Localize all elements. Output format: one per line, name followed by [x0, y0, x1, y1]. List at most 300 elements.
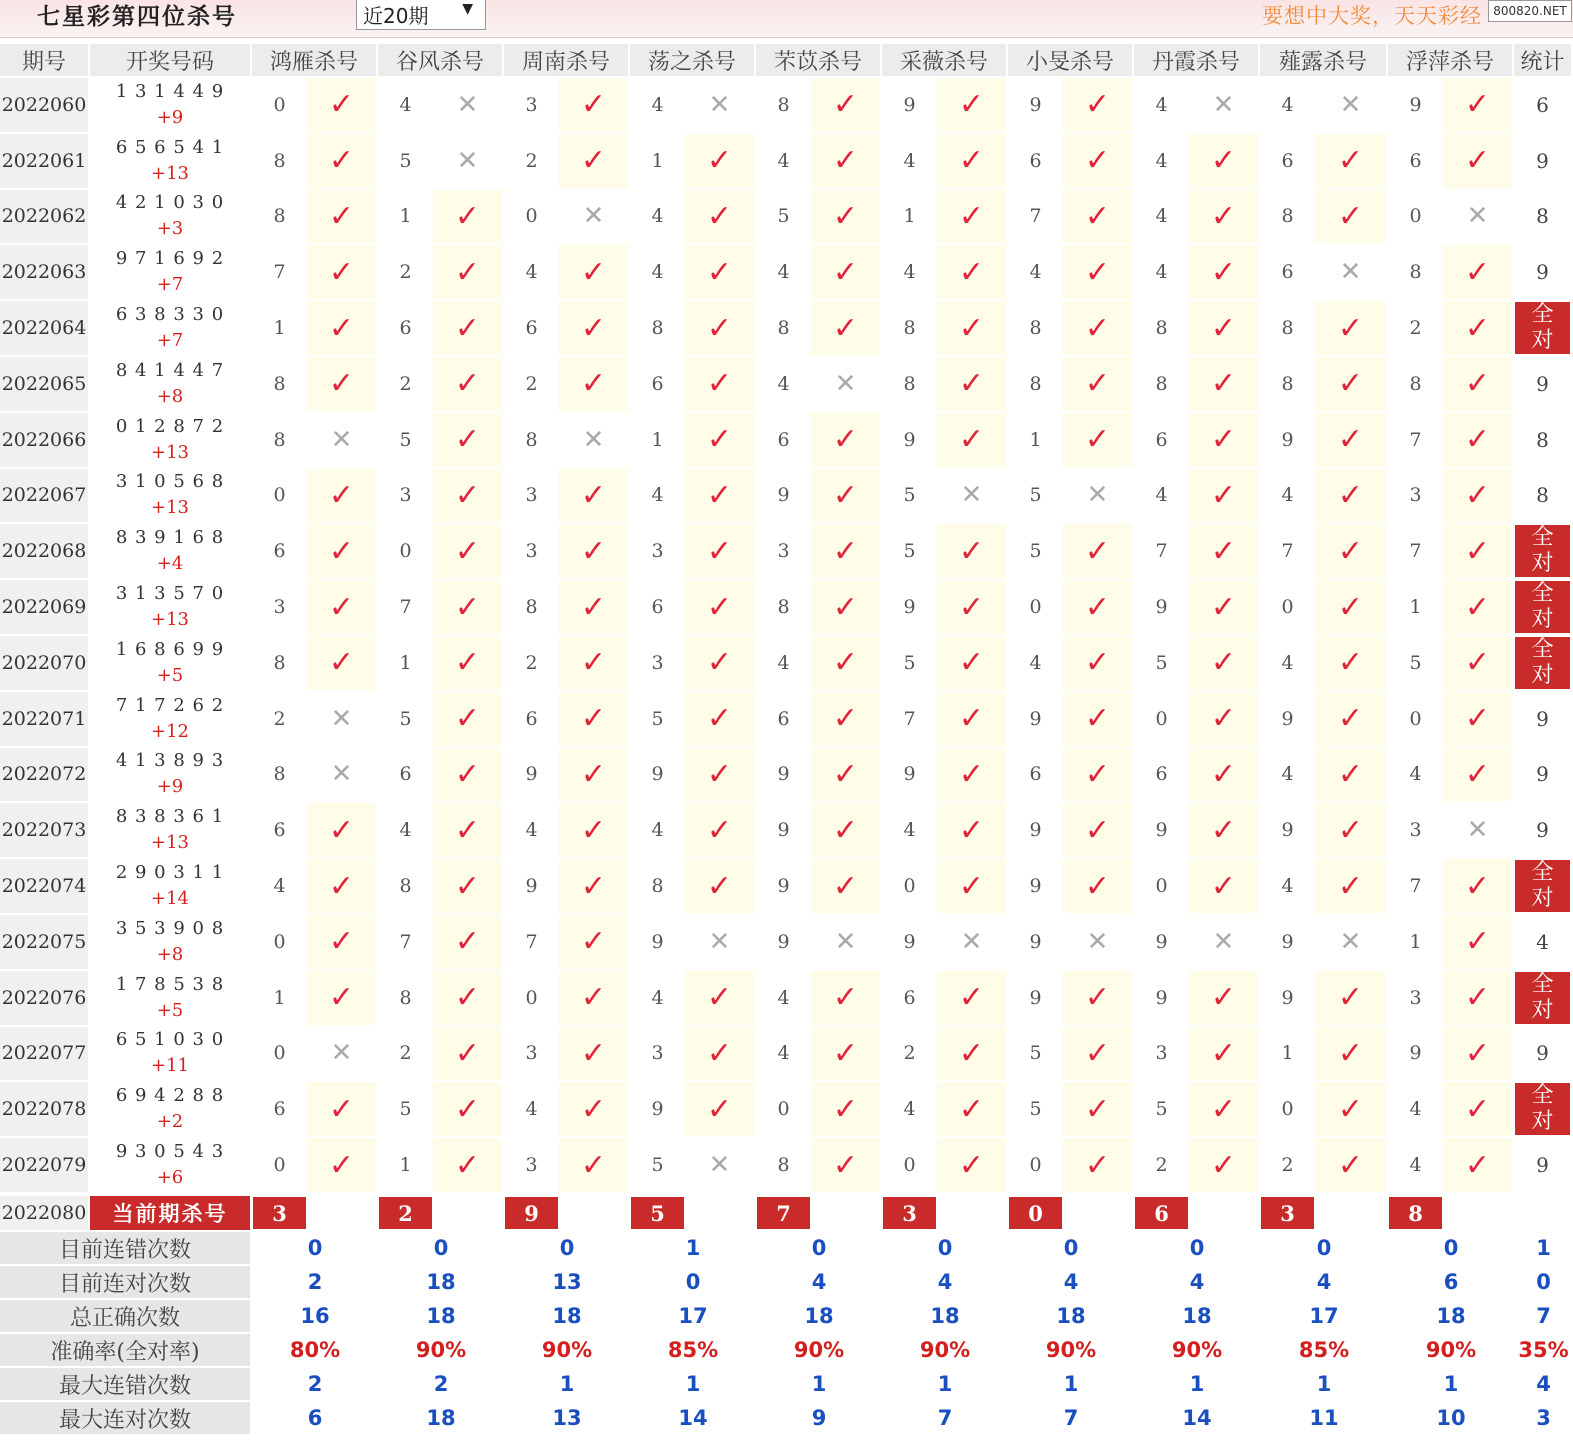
- check-icon: ✓: [433, 245, 502, 299]
- kill-number: 8: [1029, 372, 1042, 395]
- summary-value: 13: [552, 1406, 582, 1430]
- kill-number: 9: [903, 763, 916, 786]
- row-stat: 9: [1536, 371, 1549, 396]
- period-id: 2022064: [0, 301, 88, 355]
- kill-number: 9: [1281, 428, 1294, 451]
- current-kill-label: 当前期杀号: [90, 1196, 250, 1230]
- all-correct-badge: 全 对: [1514, 859, 1571, 913]
- period-id: 2022077: [0, 1027, 88, 1081]
- check-icon: ✓: [811, 803, 880, 857]
- kill-number: 4: [1281, 763, 1294, 786]
- summary-value: 90%: [1045, 1338, 1097, 1362]
- check-icon: ✓: [1443, 636, 1512, 690]
- kill-number: 0: [273, 93, 286, 116]
- kill-number: 2: [903, 1042, 916, 1065]
- summary-value: 1: [1189, 1372, 1205, 1396]
- kill-number: 9: [1029, 819, 1042, 842]
- kill-number: 5: [1409, 651, 1422, 674]
- check-icon: ✓: [685, 524, 754, 578]
- summary-value: 0: [307, 1236, 323, 1260]
- kill-number: 6: [525, 317, 538, 340]
- row-stat: 9: [1536, 762, 1549, 787]
- kill-number: 5: [399, 707, 412, 730]
- kill-number: 4: [525, 261, 538, 284]
- summary-value: 16: [300, 1304, 330, 1328]
- summary-value: 6: [1443, 1270, 1459, 1294]
- draw-digits: 1 7 8 5 3 8: [115, 973, 225, 995]
- kill-number: 8: [273, 149, 286, 172]
- check-icon: ✓: [433, 1082, 502, 1136]
- check-icon: ✓: [1315, 134, 1386, 188]
- kill-number: 8: [777, 1154, 790, 1177]
- summary-value: 2: [307, 1372, 323, 1396]
- summary-value: 18: [426, 1270, 456, 1294]
- check-icon: ✓: [1315, 580, 1386, 634]
- kill-number: 5: [1029, 1098, 1042, 1121]
- kill-number: 3: [273, 596, 286, 619]
- cross-icon: ✕: [1339, 926, 1362, 957]
- check-icon: ✓: [685, 803, 754, 857]
- kill-number: 4: [1029, 651, 1042, 674]
- check-icon: ✓: [1443, 78, 1512, 132]
- kill-number: 8: [1281, 317, 1294, 340]
- check-icon: ✓: [1443, 971, 1512, 1025]
- draw-sum: +8: [156, 943, 184, 965]
- draw-digits: 1 3 1 4 4 9: [115, 80, 225, 102]
- summary-value: 1: [811, 1372, 827, 1396]
- kill-number: 6: [1155, 428, 1168, 451]
- page-title: 七星彩第四位杀号: [37, 3, 237, 30]
- draw-digits: 2 9 0 3 1 1: [115, 862, 225, 884]
- column-header: 荡之杀号: [630, 44, 754, 76]
- check-icon: ✓: [685, 134, 754, 188]
- check-icon: ✓: [1063, 245, 1132, 299]
- current-kill-number: 3: [1260, 1196, 1315, 1230]
- summary-value: 1: [685, 1236, 701, 1260]
- kill-number: 9: [1155, 819, 1168, 842]
- kill-number: 3: [1409, 819, 1422, 842]
- period-id: 2022074: [0, 859, 88, 913]
- kill-number: 0: [903, 875, 916, 898]
- kill-number: 6: [1155, 763, 1168, 786]
- draw-sum: +9: [156, 776, 184, 798]
- cross-icon: ✕: [1212, 926, 1235, 957]
- check-icon: ✓: [685, 413, 754, 467]
- check-icon: ✓: [1443, 469, 1512, 523]
- check-icon: ✓: [1443, 1082, 1512, 1136]
- kill-number: 9: [903, 93, 916, 116]
- kill-number: 2: [399, 261, 412, 284]
- kill-number: 4: [399, 93, 412, 116]
- kill-number: 0: [273, 930, 286, 953]
- kill-number: 5: [1029, 540, 1042, 563]
- summary-value: 0: [937, 1236, 953, 1260]
- draw-numbers: [90, 413, 250, 467]
- kill-number: 4: [651, 484, 664, 507]
- check-icon: ✓: [1063, 357, 1132, 411]
- check-icon: ✓: [811, 190, 880, 244]
- summary-value: 10: [1436, 1406, 1466, 1430]
- column-header: 丹霞杀号: [1134, 44, 1258, 76]
- kill-number: 4: [1155, 484, 1168, 507]
- check-icon: ✓: [1189, 1082, 1258, 1136]
- kill-number: 2: [399, 372, 412, 395]
- summary-value: 14: [678, 1406, 708, 1430]
- summary-value: 7: [1536, 1304, 1551, 1328]
- check-icon: ✓: [811, 580, 880, 634]
- check-icon: ✓: [559, 859, 628, 913]
- check-icon: ✓: [811, 859, 880, 913]
- check-icon: ✓: [1189, 692, 1258, 746]
- cross-icon: ✕: [708, 89, 731, 120]
- check-icon: ✓: [1443, 1138, 1512, 1192]
- check-icon: ✓: [1189, 413, 1258, 467]
- kill-number: 5: [651, 1154, 664, 1177]
- check-icon: ✓: [559, 915, 628, 969]
- summary-value: 4: [1189, 1270, 1205, 1294]
- kill-number: 0: [1155, 875, 1168, 898]
- kill-number: 5: [1029, 484, 1042, 507]
- check-icon: ✓: [1189, 971, 1258, 1025]
- kill-number: 0: [903, 1154, 916, 1177]
- check-icon: ✓: [1189, 580, 1258, 634]
- current-kill-number: 2: [378, 1196, 433, 1230]
- draw-sum: +4: [156, 553, 184, 575]
- cross-icon: ✕: [582, 424, 605, 455]
- kill-number: 7: [1029, 205, 1042, 228]
- check-icon: ✓: [685, 692, 754, 746]
- kill-number: 5: [399, 149, 412, 172]
- kill-number: 4: [1029, 261, 1042, 284]
- check-icon: ✓: [433, 971, 502, 1025]
- draw-digits: 3 1 0 5 6 8: [115, 471, 225, 493]
- kill-number: 5: [903, 484, 916, 507]
- check-icon: ✓: [1063, 859, 1132, 913]
- check-icon: ✓: [433, 692, 502, 746]
- summary-value: 14: [1182, 1406, 1212, 1430]
- kill-number: 8: [651, 317, 664, 340]
- kill-number: 4: [525, 1098, 538, 1121]
- summary-value: 90%: [1171, 1338, 1223, 1362]
- kill-number: 3: [1409, 986, 1422, 1009]
- kill-number: 4: [1281, 875, 1294, 898]
- check-icon: ✓: [937, 190, 1006, 244]
- kill-number: 4: [903, 1098, 916, 1121]
- check-icon: ✓: [433, 636, 502, 690]
- check-icon: ✓: [307, 78, 376, 132]
- check-icon: ✓: [937, 636, 1006, 690]
- kill-number: 1: [1409, 930, 1422, 953]
- kill-number: 8: [1029, 317, 1042, 340]
- all-correct-badge: 全 对: [1514, 301, 1571, 355]
- all-correct-badge: 全 对: [1514, 971, 1571, 1025]
- cross-icon: ✕: [1339, 257, 1362, 288]
- check-icon: ✓: [1189, 748, 1258, 802]
- period-select[interactable]: [356, 0, 486, 30]
- cross-icon: ✕: [582, 201, 605, 232]
- kill-number: 3: [525, 484, 538, 507]
- summary-label: 准确率(全对率): [0, 1334, 250, 1366]
- check-icon: ✓: [937, 78, 1006, 132]
- kill-number: 8: [1155, 372, 1168, 395]
- kill-number: 1: [1281, 1042, 1294, 1065]
- draw-sum: +13: [151, 832, 189, 854]
- kill-number: 0: [399, 540, 412, 563]
- summary-value: 18: [426, 1304, 456, 1328]
- check-icon: ✓: [559, 1082, 628, 1136]
- check-icon: ✓: [811, 1027, 880, 1081]
- kill-number: 6: [1409, 149, 1422, 172]
- kill-number: 8: [399, 875, 412, 898]
- check-icon: ✓: [811, 301, 880, 355]
- check-icon: ✓: [937, 692, 1006, 746]
- kill-number: 2: [399, 1042, 412, 1065]
- kill-number: 9: [903, 596, 916, 619]
- summary-value: 7: [1063, 1406, 1079, 1430]
- column-header: 薤露杀号: [1260, 44, 1386, 76]
- kill-number: 4: [1155, 149, 1168, 172]
- kill-number: 7: [1155, 540, 1168, 563]
- kill-number: 0: [1029, 1154, 1042, 1177]
- kill-number: 0: [273, 484, 286, 507]
- row-stat: 9: [1536, 818, 1549, 843]
- kill-number: 4: [777, 1042, 790, 1065]
- check-icon: ✓: [1443, 245, 1512, 299]
- kill-number: 3: [1409, 484, 1422, 507]
- kill-number: 9: [651, 1098, 664, 1121]
- kill-number: 8: [525, 428, 538, 451]
- kill-number: 7: [1409, 540, 1422, 563]
- check-icon: ✓: [685, 580, 754, 634]
- kill-number: 5: [1155, 1098, 1168, 1121]
- row-stat: 8: [1536, 204, 1549, 229]
- check-icon: ✓: [685, 748, 754, 802]
- kill-number: 3: [1155, 1042, 1168, 1065]
- check-icon: ✓: [1063, 692, 1132, 746]
- kill-number: 9: [777, 819, 790, 842]
- kill-number: 9: [1029, 986, 1042, 1009]
- kill-number: 3: [651, 540, 664, 563]
- check-icon: ✓: [1315, 1027, 1386, 1081]
- summary-value: 1: [1443, 1372, 1459, 1396]
- summary-value: 1: [1063, 1372, 1079, 1396]
- check-icon: ✓: [685, 357, 754, 411]
- row-stat: 9: [1536, 148, 1549, 173]
- kill-number: 4: [651, 93, 664, 116]
- kill-number: 9: [1281, 707, 1294, 730]
- cross-icon: ✕: [960, 926, 983, 957]
- check-icon: ✓: [1443, 524, 1512, 578]
- summary-value: 0: [1316, 1236, 1332, 1260]
- kill-number: 8: [273, 428, 286, 451]
- kill-number: 4: [903, 819, 916, 842]
- kill-number: 8: [777, 596, 790, 619]
- draw-sum: +13: [151, 162, 189, 184]
- current-kill-number: 9: [504, 1196, 559, 1230]
- check-icon: ✓: [1063, 524, 1132, 578]
- check-icon: ✓: [1315, 971, 1386, 1025]
- kill-number: 4: [651, 986, 664, 1009]
- summary-value: 90%: [541, 1338, 593, 1362]
- check-icon: ✓: [937, 748, 1006, 802]
- site-logo-badge[interactable]: 800820.NET: [1488, 0, 1572, 22]
- check-icon: ✓: [1063, 1082, 1132, 1136]
- kill-number: 0: [1409, 707, 1422, 730]
- cross-icon: ✕: [1086, 480, 1109, 511]
- slogan-text: 要想中大奖，天天彩经: [1262, 4, 1482, 28]
- draw-numbers: [90, 692, 250, 746]
- check-icon: ✓: [559, 301, 628, 355]
- kill-number: 4: [777, 149, 790, 172]
- draw-digits: 4 2 1 0 3 0: [115, 192, 225, 214]
- check-icon: ✓: [1063, 1027, 1132, 1081]
- kill-number: 4: [273, 875, 286, 898]
- check-icon: ✓: [433, 190, 502, 244]
- check-icon: ✓: [811, 524, 880, 578]
- draw-numbers: [90, 78, 250, 132]
- kill-number: 4: [1155, 205, 1168, 228]
- kill-number: 7: [1409, 875, 1422, 898]
- kill-number: 3: [777, 540, 790, 563]
- check-icon: ✓: [1443, 1027, 1512, 1081]
- kill-number: 1: [1409, 596, 1422, 619]
- draw-numbers: [90, 1027, 250, 1081]
- row-stat: 9: [1536, 1153, 1549, 1178]
- check-icon: ✓: [1063, 748, 1132, 802]
- check-icon: ✓: [1315, 413, 1386, 467]
- check-icon: ✓: [1063, 78, 1132, 132]
- check-icon: ✓: [559, 580, 628, 634]
- cross-icon: ✕: [330, 424, 353, 455]
- period-id: 2022076: [0, 971, 88, 1025]
- column-header: 芣苡杀号: [756, 44, 880, 76]
- kill-number: 4: [651, 205, 664, 228]
- kill-number: 9: [1281, 930, 1294, 953]
- column-header: 鸿雁杀号: [252, 44, 376, 76]
- kill-number: 4: [651, 261, 664, 284]
- kill-number: 8: [399, 986, 412, 1009]
- draw-numbers: [90, 1138, 250, 1192]
- check-icon: ✓: [685, 301, 754, 355]
- kill-number: 9: [651, 930, 664, 953]
- check-icon: ✓: [1315, 524, 1386, 578]
- summary-value: 90%: [1425, 1338, 1477, 1362]
- check-icon: ✓: [559, 692, 628, 746]
- kill-number: 9: [1155, 930, 1168, 953]
- summary-value: 3: [1536, 1406, 1551, 1430]
- draw-numbers: [90, 636, 250, 690]
- kill-number: 4: [1281, 484, 1294, 507]
- check-icon: ✓: [937, 134, 1006, 188]
- cross-icon: ✕: [1339, 89, 1362, 120]
- check-icon: ✓: [937, 1082, 1006, 1136]
- kill-number: 6: [525, 707, 538, 730]
- kill-number: 3: [525, 1154, 538, 1177]
- kill-number: 2: [525, 372, 538, 395]
- current-kill-number: 5: [630, 1196, 685, 1230]
- kill-number: 5: [399, 1098, 412, 1121]
- draw-sum: +5: [156, 664, 184, 686]
- check-icon: ✓: [559, 357, 628, 411]
- kill-number: 5: [777, 205, 790, 228]
- row-stat: 8: [1536, 427, 1549, 452]
- kill-number: 9: [903, 428, 916, 451]
- draw-digits: 3 1 3 5 7 0: [115, 583, 225, 605]
- cross-icon: ✕: [834, 368, 857, 399]
- summary-value: 1: [1536, 1236, 1551, 1260]
- check-icon: ✓: [1315, 190, 1386, 244]
- check-icon: ✓: [937, 357, 1006, 411]
- period-id: 2022067: [0, 469, 88, 523]
- column-header: 周南杀号: [504, 44, 628, 76]
- draw-numbers: [90, 915, 250, 969]
- check-icon: ✓: [433, 803, 502, 857]
- check-icon: ✓: [1315, 469, 1386, 523]
- kill-number: 3: [525, 93, 538, 116]
- check-icon: ✓: [685, 1082, 754, 1136]
- kill-number: 8: [1409, 372, 1422, 395]
- check-icon: ✓: [811, 413, 880, 467]
- draw-numbers: [90, 357, 250, 411]
- check-icon: ✓: [559, 524, 628, 578]
- kill-number: 9: [1281, 986, 1294, 1009]
- check-icon: ✓: [1443, 413, 1512, 467]
- summary-value: 85%: [1298, 1338, 1350, 1362]
- check-icon: ✓: [811, 469, 880, 523]
- kill-number: 5: [903, 651, 916, 674]
- check-icon: ✓: [811, 636, 880, 690]
- summary-value: 4: [1316, 1270, 1332, 1294]
- draw-numbers: [90, 748, 250, 802]
- kill-number: 9: [1281, 819, 1294, 842]
- column-header: 谷风杀号: [378, 44, 502, 76]
- kill-number: 8: [903, 372, 916, 395]
- check-icon: ✓: [1063, 413, 1132, 467]
- check-icon: ✓: [433, 413, 502, 467]
- summary-value: 18: [1436, 1304, 1466, 1328]
- summary-value: 0: [1063, 1236, 1079, 1260]
- check-icon: ✓: [1443, 748, 1512, 802]
- kill-number: 4: [1409, 763, 1422, 786]
- kill-number: 6: [903, 986, 916, 1009]
- check-icon: ✓: [811, 134, 880, 188]
- check-icon: ✓: [811, 1138, 880, 1192]
- kill-number: 3: [651, 651, 664, 674]
- draw-digits: 6 9 4 2 8 8: [115, 1085, 225, 1107]
- cross-icon: ✕: [456, 145, 479, 176]
- check-icon: ✓: [1315, 1138, 1386, 1192]
- check-icon: ✓: [433, 915, 502, 969]
- summary-value: 0: [1189, 1236, 1205, 1260]
- period-id: 2022075: [0, 915, 88, 969]
- summary-value: 0: [1443, 1236, 1459, 1260]
- draw-sum: +9: [156, 106, 184, 128]
- cross-icon: ✕: [1466, 201, 1489, 232]
- check-icon: ✓: [559, 1138, 628, 1192]
- check-icon: ✓: [307, 803, 376, 857]
- check-icon: ✓: [1443, 859, 1512, 913]
- kill-number: 6: [1029, 763, 1042, 786]
- check-icon: ✓: [1315, 636, 1386, 690]
- kill-number: 8: [903, 317, 916, 340]
- column-header: 小旻杀号: [1008, 44, 1132, 76]
- kill-number: 0: [777, 1098, 790, 1121]
- cross-icon: ✕: [330, 703, 353, 734]
- summary-value: 35%: [1518, 1338, 1569, 1362]
- draw-sum: +3: [156, 218, 184, 240]
- check-icon: ✓: [1189, 1027, 1258, 1081]
- summary-value: 0: [559, 1236, 575, 1260]
